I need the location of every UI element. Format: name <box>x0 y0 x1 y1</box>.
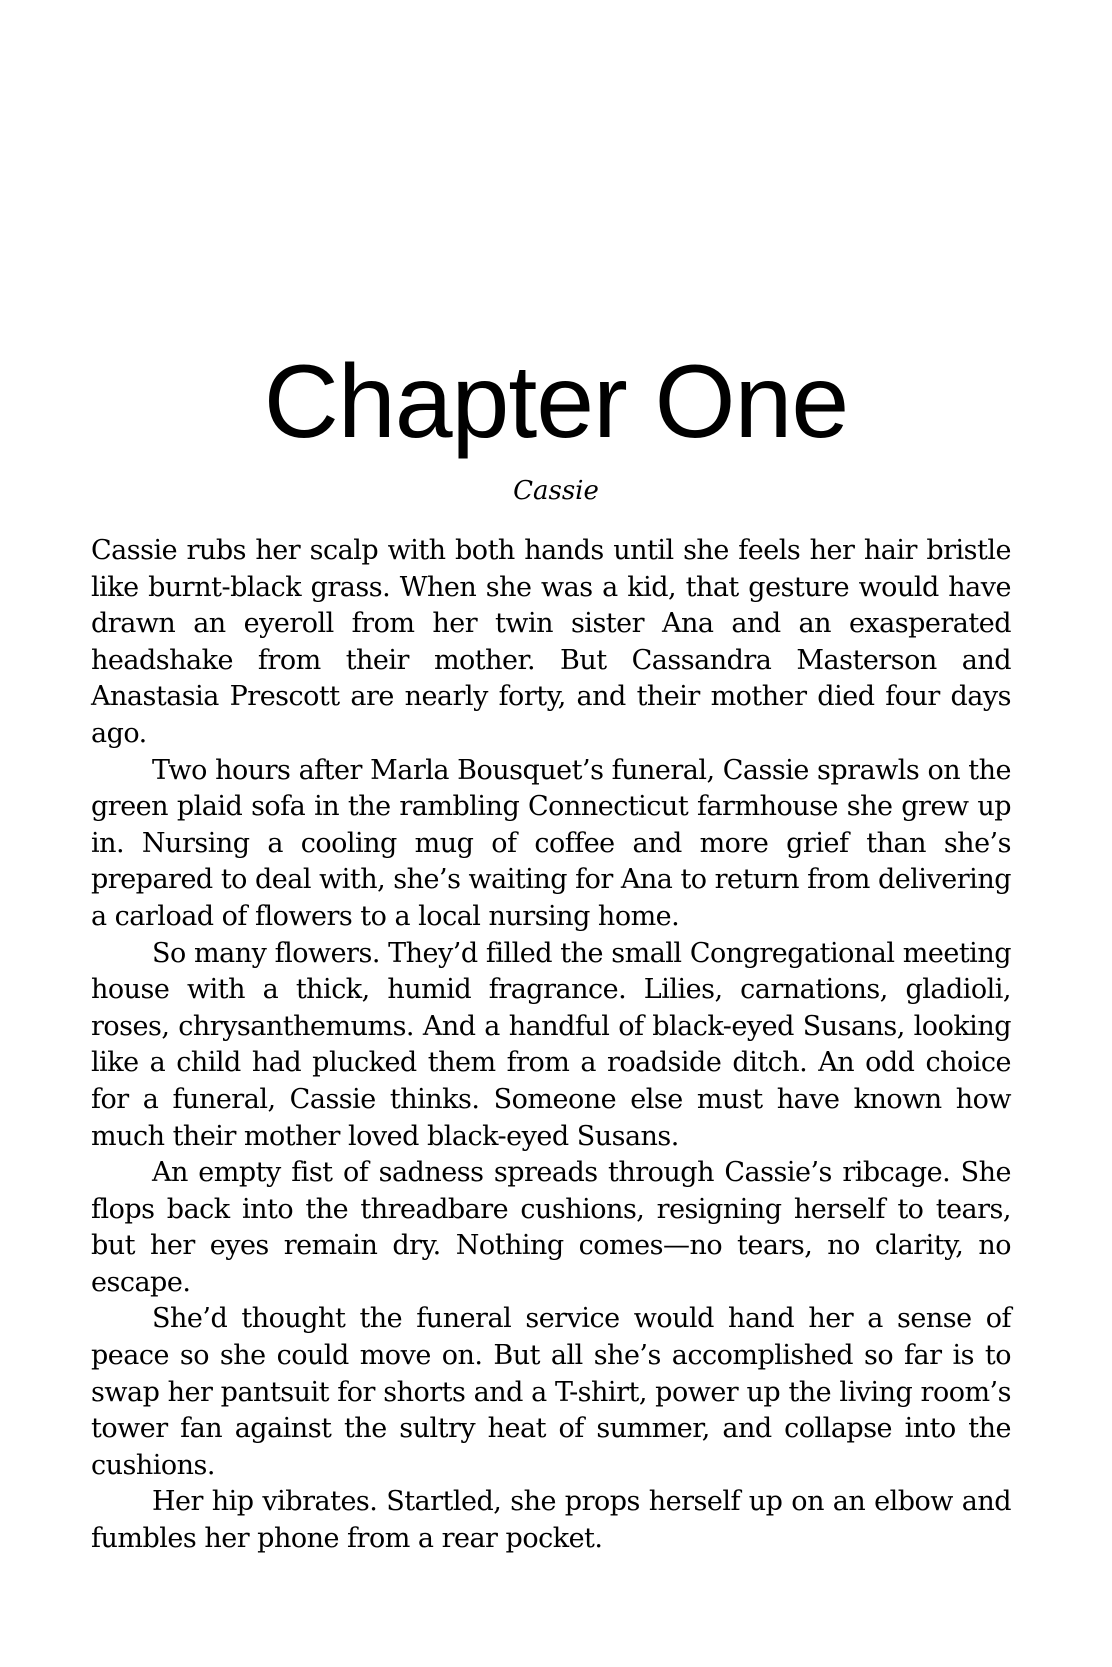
paragraph: She’d thought the funeral service would hand her a sense of peace so she could move on. But all she’s accomplished so far is to swap her pantsuit for shorts and a T-shirt, power up the living room’s tower fan against the sultry heat of summer, and collapse into the cushions. <box>91 1303 1011 1481</box>
paragraph: Cassie rubs her scalp with both hands until she feels her hair bristle like burnt-black grass. When she was a kid, that gesture would have drawn an eyeroll from her twin sister Ana and an exasperated headshake from their mother. But Cassandra Masterson and Anastasia Prescott are nearly forty, and their mother died four days ago. <box>91 535 1011 749</box>
paragraph: Two hours after Marla Bousquet’s funeral, Cassie sprawls on the green plaid sofa in the rambling Connecticut farmhouse she grew up in. Nursing a cooling mug of coffee and more grief than she’s prepared to deal with, she’s waiting for Ana to return from delivering a carload of flowers to a local nursing home. <box>91 754 1011 932</box>
paragraph: So many flowers. They’d filled the small Congregational meeting house with a thick, humid fragrance. Lilies, carnations, gladioli, roses, chrysanthemums. And a handful of black-eyed Susans, looking like a child had plucked them from a roadside ditch. An odd choice for a funeral, Cassie thinks. Someone else must have known how much their mother loved black-eyed Susans. <box>91 937 1011 1152</box>
chapter-title: Chapter One <box>263 344 849 460</box>
paragraph: An empty fist of sadness spreads through Cassie’s ribcage. She flops back into the threadbare cushions, resigning herself to tears, but her eyes remain dry. Nothing comes—no tears, no clarity, no escape. <box>91 1157 1011 1298</box>
paragraph: Her hip vibrates. Startled, she props herself up on an elbow and fumbles her phone from a rear pocket. <box>91 1486 1011 1555</box>
chapter-pov-name: Cassie <box>513 476 599 506</box>
chapter-body <box>91 533 1011 1558</box>
